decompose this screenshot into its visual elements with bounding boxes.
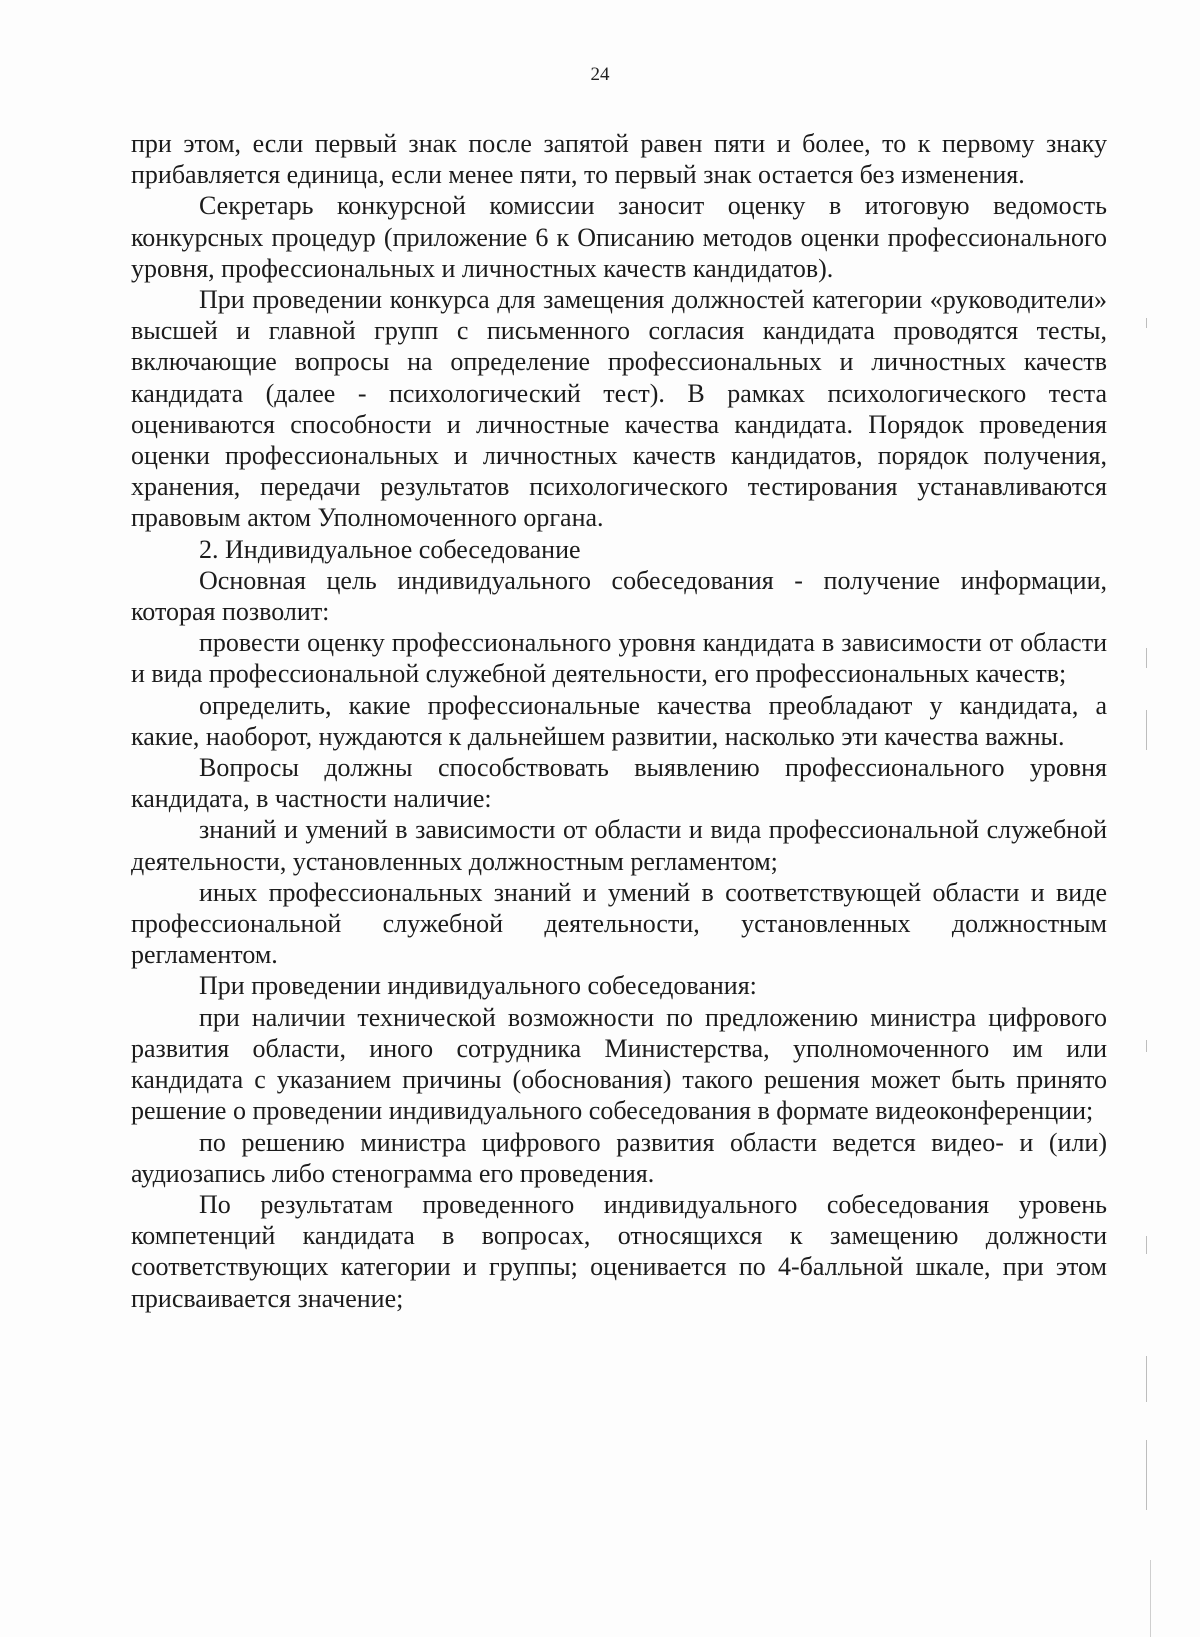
section-heading-interview: 2. Индивидуальное собеседование (199, 534, 581, 564)
body-text (131, 128, 1107, 1314)
scan-artifact (1150, 1560, 1151, 1637)
list-item-other-knowledge: иных профессиональных знаний и умений в соответствующей области и виде профессиональной служебной деятельности, установленных должностным регламентом. (131, 877, 1107, 970)
scan-artifact (1146, 1236, 1147, 1254)
paragraph-interview-conduct: При проведении индивидуального собеседования: (199, 971, 757, 1001)
paragraph-rounding-rule: при этом, если первый знак после запятой равен пяти и более, то к первому знаку прибавляется единица, если менее пяти, то первый знак остается без изменения. (131, 129, 1107, 190)
scan-artifact (1146, 318, 1147, 328)
paragraph-interview-goal: Основная цель индивидуального собеседования - получение информации, которая позволит: (131, 565, 1107, 627)
list-item-videoconference: при наличии технической возможности по предложению министра цифрового развития области, иного сотрудника Министерства, уполномоченного им или кандидата с указанием причины (обоснования) такого решения может быть принято решение о проведении индивидуального собеседования в формате видеоконференции; (131, 1002, 1107, 1126)
paragraph-questions: Вопросы должны способствовать выявлению профессионального уровня кандидата, в частности наличие: (131, 753, 1107, 814)
list-item-determine-qualities: определить, какие профессиональные качества преобладают у кандидата, а какие, наоборот, нуждаются к дальнейшем развитии, насколько эти качества важны. (131, 690, 1107, 751)
page-number: 24 (590, 64, 610, 85)
scan-artifact (1146, 1040, 1147, 1052)
paragraph-psych-test: При проведении конкурса для замещения должностей категории «руководители» высшей и главной групп с письменного согласия кандидата проводятся тесты, включающие вопросы на определение профессиональных и личностных качеств кандидата (далее - психологический тест). В рамках психологического теста оцениваются способности и личностные качества кандидата. Порядок проведения оценки профессиональных и личностных качеств кандидатов, порядок получения, хранения, передачи результатов психологического тестирования устанавливаются правовым актом Уполномоченного органа. (131, 285, 1107, 533)
scan-artifact (1146, 1440, 1147, 1510)
scan-artifact (1146, 648, 1147, 668)
paragraph-secretary: Секретарь конкурсной комиссии заносит оценку в итоговую ведомость конкурсных процедур (приложение 6 к Описанию методов оценки профессионального уровня, профессиональных и личностных качеств кандидатов). (131, 191, 1107, 283)
scan-artifact (1146, 1356, 1147, 1402)
paragraph-results: По результатам проведенного индивидуального собеседования уровень компетенций кандидата в вопросах, относящихся к замещению должности соответствующих категории и группы; оценивается по 4-балльной шкале, при этом присваивается значение; (131, 1189, 1107, 1313)
scan-artifact (1146, 710, 1147, 750)
list-item-assess-level: провести оценку профессионального уровня кандидата в зависимости от области и вида профессиональной служебной деятельности, его профессиональных качеств; (131, 628, 1107, 689)
list-item-recording: по решению министра цифрового развития области ведется видео- и (или) аудиозапись либо стенограмма его проведения. (131, 1127, 1107, 1188)
list-item-knowledge: знаний и умений в зависимости от области и вида профессиональной служебной деятельности, установленных должностным регламентом; (131, 815, 1107, 876)
